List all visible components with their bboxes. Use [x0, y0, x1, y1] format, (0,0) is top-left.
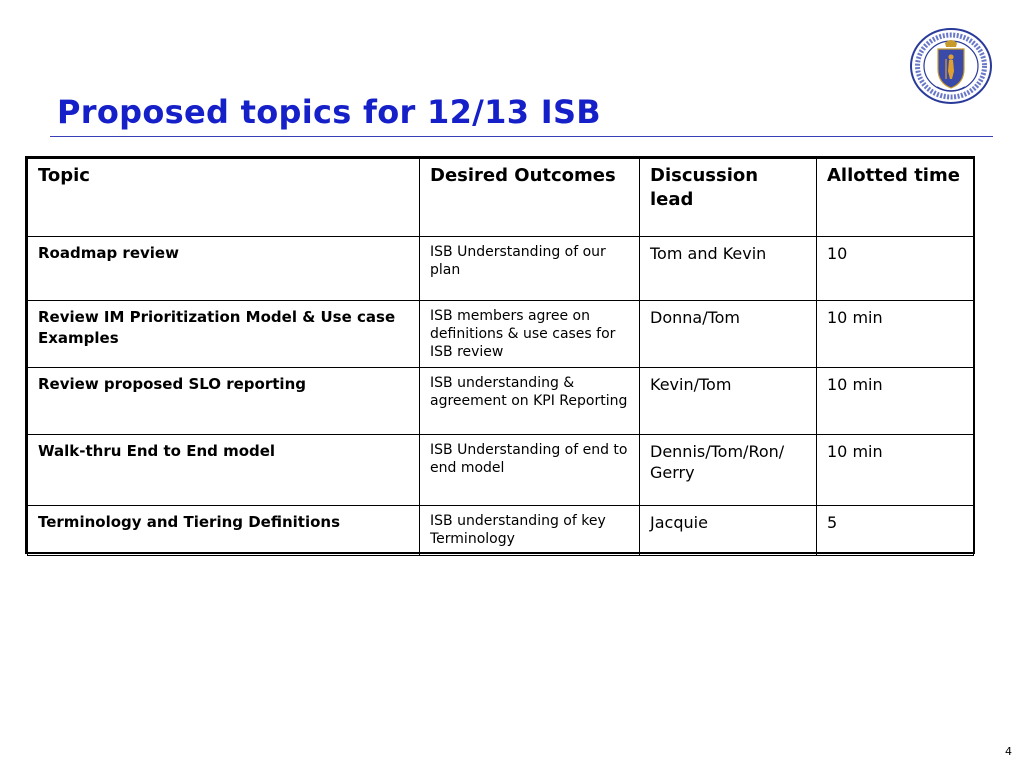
time-cell: 10 min: [817, 435, 974, 506]
table-row: [28, 368, 974, 435]
topic-cell: Review IM Prioritization Model & Use case Examples: [28, 301, 420, 368]
table-row: [28, 301, 974, 368]
massachusetts-seal-icon: [910, 27, 992, 105]
topic-cell: Walk-thru End to End model: [28, 435, 420, 506]
lead-cell: Tom and Kevin: [640, 237, 817, 301]
time-cell: 10 min: [817, 301, 974, 368]
topic-cell: Review proposed SLO reporting: [28, 368, 420, 435]
topic-cell: Roadmap review: [28, 237, 420, 301]
header-topic: Topic: [28, 159, 420, 237]
lead-cell: Donna/Tom: [640, 301, 817, 368]
time-cell: 10: [817, 237, 974, 301]
outcome-cell: ISB Understanding of end to end model: [420, 435, 640, 506]
outcome-cell: ISB Understanding of our plan: [420, 237, 640, 301]
lead-cell: Kevin/Tom: [640, 368, 817, 435]
header-discussion-lead: Discussion lead: [640, 159, 817, 237]
outcome-cell: ISB understanding & agreement on KPI Reporting: [420, 368, 640, 435]
header-allotted-time: Allotted time: [817, 159, 974, 237]
table-row: [28, 237, 974, 301]
header-desired-outcomes: Desired Outcomes: [420, 159, 640, 237]
lead-cell: Jacquie: [640, 506, 817, 556]
table-row: [28, 435, 974, 506]
topics-table: [25, 156, 975, 554]
topic-cell: Terminology and Tiering Definitions: [28, 506, 420, 556]
page-number: 4: [1005, 745, 1012, 758]
time-cell: 10 min: [817, 368, 974, 435]
outcome-cell: ISB understanding of key Terminology: [420, 506, 640, 556]
table-header-row: [28, 159, 974, 237]
table-row: [28, 506, 974, 556]
outcome-cell: ISB members agree on definitions & use cases for ISB review: [420, 301, 640, 368]
lead-cell: Dennis/Tom/Ron/ Gerry: [640, 435, 817, 506]
time-cell: 5: [817, 506, 974, 556]
slide-title: Proposed topics for 12/13 ISB: [57, 93, 601, 131]
title-divider: [50, 136, 993, 137]
